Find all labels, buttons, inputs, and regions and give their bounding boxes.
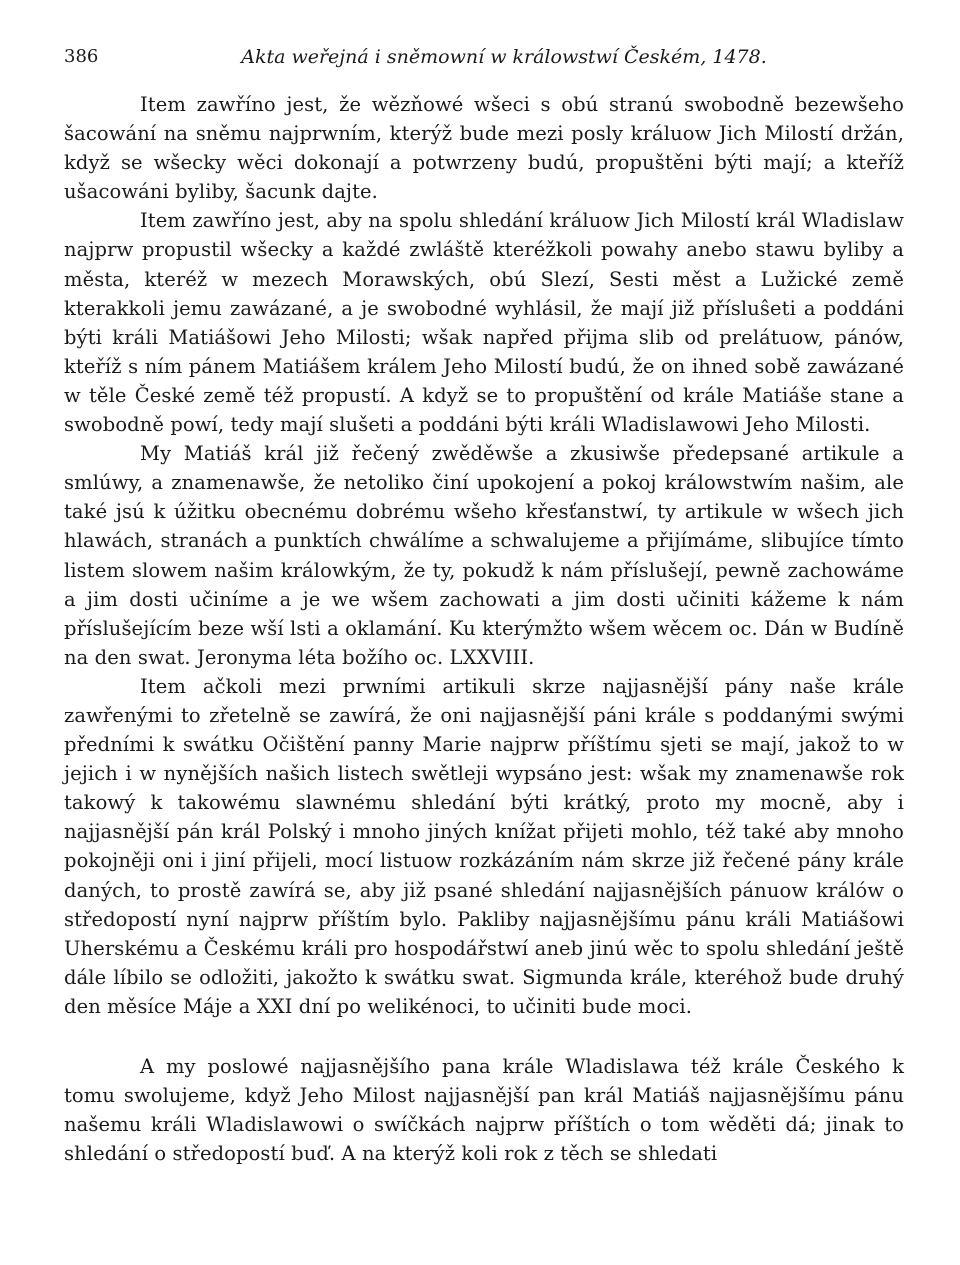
- page-number: 386: [64, 46, 99, 67]
- running-title: Akta weřejná i sněmowní w králowstwí Českém, 1478.: [241, 46, 767, 68]
- paragraph-1: Item zawříno jest, že wězňowé wšeci s obú stranú swobodně bezewšeho šacowání na sněmu najprwním, kterýž bude mezi posly králuow Jich Milostí držán, když se wšecky wěci dokonají a potwrzeny budú, propuštěni býti mají; a kteříž ušacowáni byliby, šacunk dajte.: [64, 93, 904, 204]
- page-header: [64, 40, 904, 76]
- document-page: [64, 40, 904, 1168]
- paragraph-3: My Matiáš král již řečený zwěděwše a zkusiwše předepsané artikule a smlúwy, a znamenawše, že netoliko činí upokojení a pokoj králowstwím našim, ale také jsú k úžitku obecnému dobrému wšeho křesťanstwí, ty artikule w wšech jich hlawách, stranách a punktích chwálíme a schwalujeme a přijímáme, slibujíce tímto listem slowem našim králowkým, že ty, pokudž k nám příslušejí, pewně zachowáme a jim dosti učiníme a je we wšem zachowati a jim dosti učiniti kážeme k nám příslušejícím beze wší lsti a oklamání. Ku kterýmžto wšem wěcem oc. Dán w Budíně na den swat. Jeronyma léta božího oc. LXXVIII.: [64, 442, 904, 669]
- body-text: [64, 90, 904, 1168]
- paragraph-2: Item zawříno jest, aby na spolu shledání králuow Jich Milostí král Wladislaw najprw propustil wšecky a každé zwláště kteréžkoli powahy anebo stawu byliby a města, kteréž w mezech Morawských, obú Slezí, Sesti měst a Lužické země kterakkoli jemu zawázané, a je swobodné wyhlásil, že mají již přísluŝeti a poddáni býti králi Matiášowi Jeho Milosti; wšak napřed přijma slib od prelátuow, pánów, kteříž s ním pánem Matiášem králem Jeho Milostí budú, že on ihned sobě zawázané w těle České země též propustí. A když se to propuštění od krále Matiáše stane a swobodně powí, tedy mají slušeti a poddáni býti králi Wladislawowi Jeho Milosti.: [64, 209, 904, 437]
- paragraph-4: Item ačkoli mezi prwními artikuli skrze najjasnější pány naše krále zawřenými to zřetelně se zawírá, že oni najjasnější páni krále s poddanými swými předními k swátku Očištění panny Marie najprw příštímu sjeti se mají, jakož to w jejich i w nynějších našich listech swětleji wypsáno jest: wšak my znamenawše rok takowý k takowému slawnému shledání býti krátký, proto my mocně, aby i najjasnější pán král Polský i mnoho jiných knížat přijeti mohlo, též také aby mnoho pokojněji oni i jiní přijeli, mocí listuow rozkázáním nám skrze již řečené pány krále daných, to prostě zawírá se, aby již psané shledání najjasnějších pánuow králów o středopostí nyní najprw příštím bylo. Pakliby najjasnějšímu pánu králi Matiášowi Uherskému a Českému králi pro hospodářstwí aneb jinú wěc to spolu shledání ještě dále líbilo se odložiti, jakožto k swátku swat. Sigmunda krále, kteréhož bude druhý den měsíce Máje a XXI dní po welikénoci, to učiniti bude moci.: [64, 674, 904, 1018]
- paragraph-5: A my poslowé najjasnějšího pana krále Wladislawa též krále Českého k tomu swolujeme, když Jeho Milost najjasnější pan král Matiáš najjasnějšímu pánu našemu králi Wladislawowi o swíčkách najprw příštích o tom wěděti dá; jinak to shledání o středopostí buď. A na kterýž koli rok z těch se shledati: [64, 1055, 904, 1166]
